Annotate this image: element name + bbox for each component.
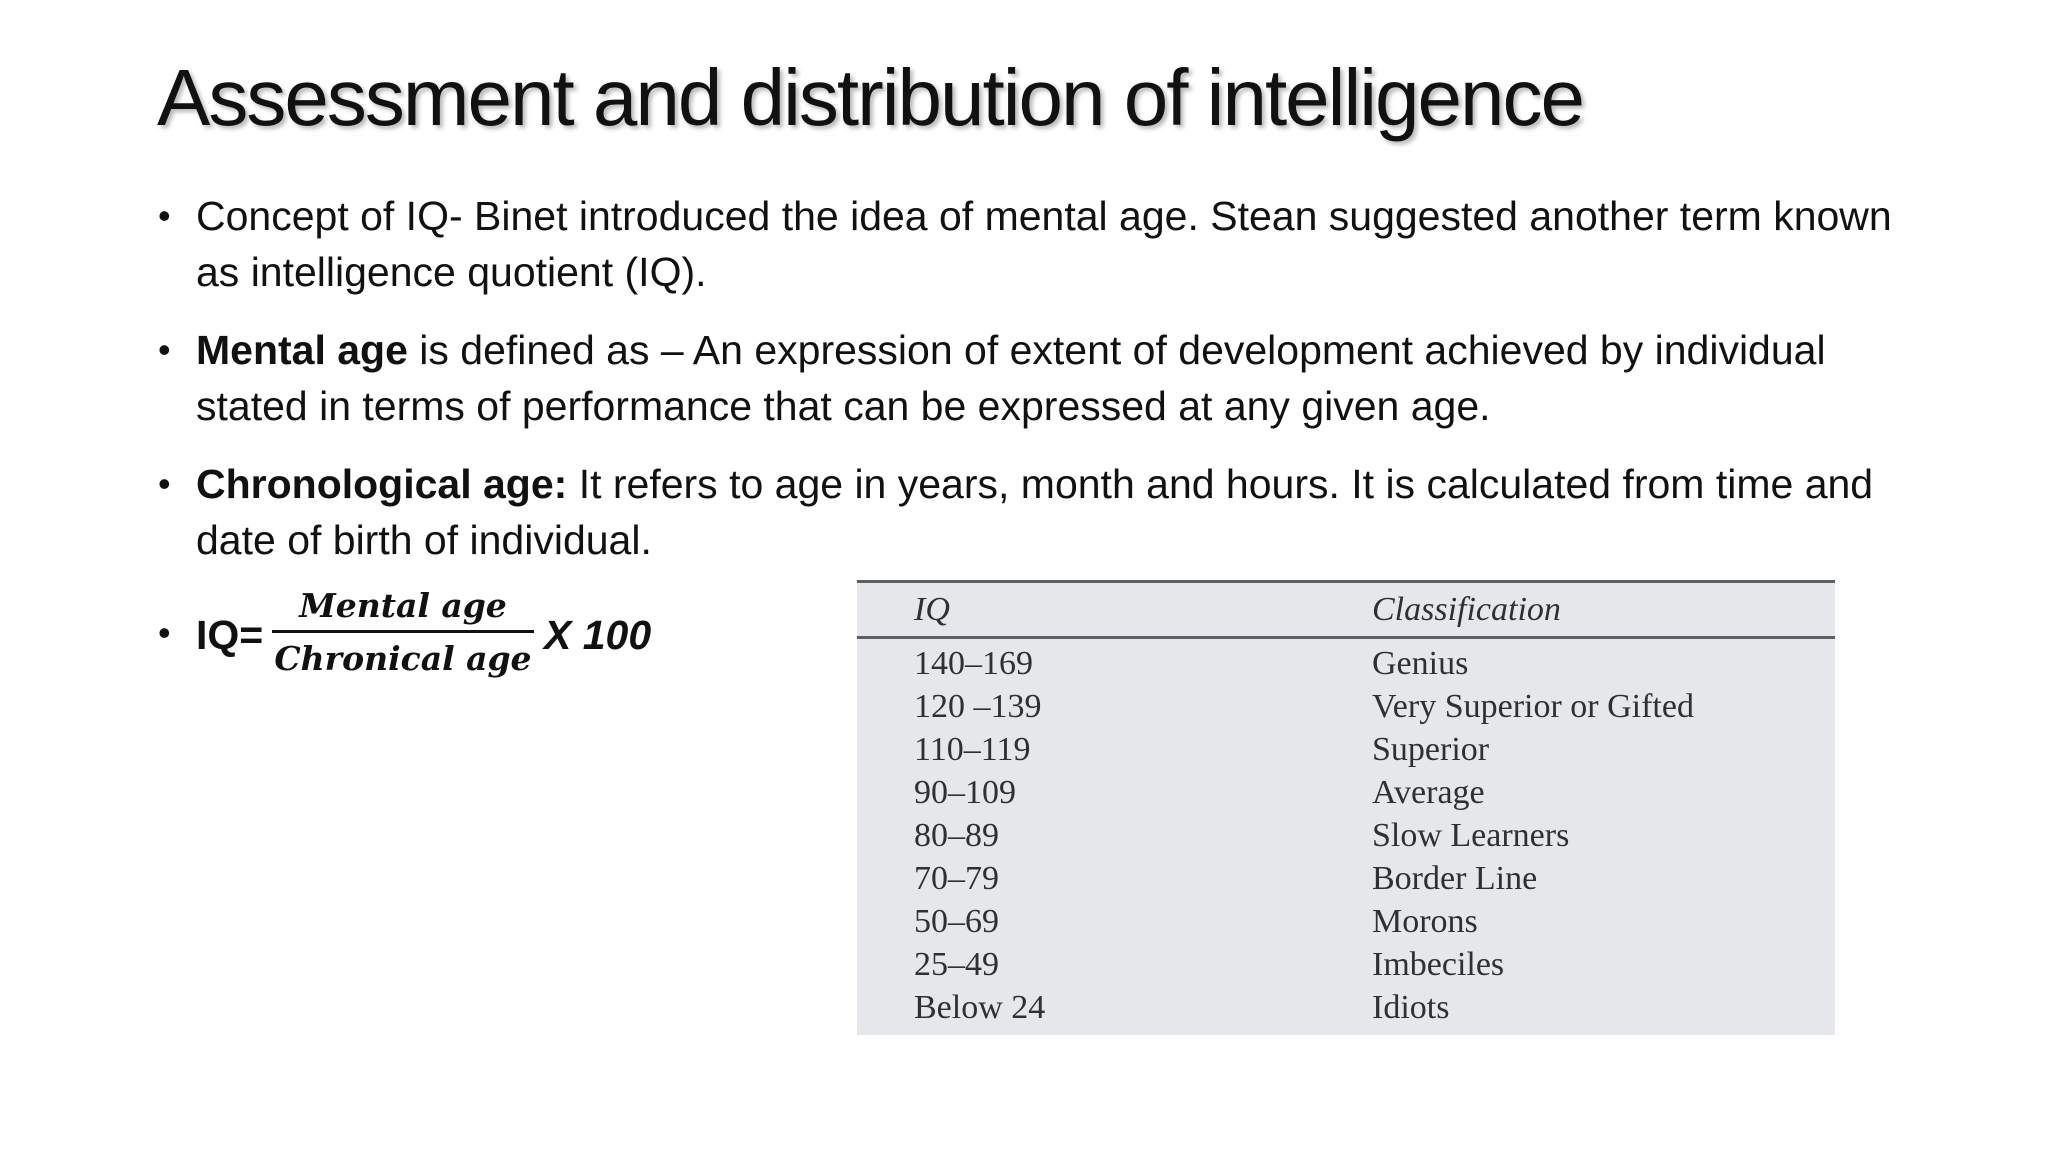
table-row (857, 771, 1835, 814)
bullet-term: Chronological age: (196, 461, 568, 507)
classification: Very Superior or Gifted (1372, 688, 1694, 725)
table-row (857, 814, 1835, 857)
iq-range: Below 24 (914, 989, 1046, 1026)
header-iq: IQ (914, 591, 950, 628)
iq-range: 140–169 (914, 645, 1033, 682)
fraction-bar (272, 630, 534, 633)
bullet-text: Concept of IQ- Binet introduced the idea of mental age. Stean suggested another term known as intelligence quotient (IQ). (196, 193, 1892, 295)
table-row (857, 900, 1835, 943)
formula-fraction (272, 582, 534, 683)
iq-range: 90–109 (914, 774, 1016, 811)
iq-range: 25–49 (914, 946, 999, 983)
iq-range: 50–69 (914, 903, 999, 940)
bullet-mental-age (158, 322, 1918, 434)
formula-numerator: Mental age (299, 586, 507, 625)
classification: Slow Learners (1372, 817, 1570, 854)
iq-range: 110–119 (914, 731, 1031, 768)
formula-label: IQ= (196, 612, 264, 658)
table-top-rule (857, 580, 1835, 583)
table-row (857, 986, 1835, 1029)
classification: Border Line (1372, 860, 1538, 897)
classification: Imbeciles (1372, 946, 1505, 983)
table-row (857, 642, 1835, 685)
classification: Superior (1372, 731, 1490, 768)
formula-denominator: Chronical age (274, 639, 532, 678)
classification: Morons (1372, 903, 1478, 940)
iq-range: 70–79 (914, 860, 999, 897)
bullet-text: is defined as – An expression of extent of development achieved by individual stated in terms of performance that can be expressed at any given age. (196, 327, 1826, 429)
iq-range: 80–89 (914, 817, 999, 854)
bullet-term: Mental age (196, 327, 408, 373)
table-row (857, 943, 1835, 986)
formula-multiplier: X 100 (544, 612, 652, 658)
bullet-text: It refers to age in years, month and hours. It is calculated from time and date of birth of individual. (196, 461, 1874, 563)
slide-title: Assessment and distribution of intelligence (157, 53, 1583, 142)
bullet-dot: • (158, 195, 171, 236)
table-header-rule (857, 636, 1835, 639)
bullet-dot: • (158, 329, 171, 370)
table-row (857, 857, 1835, 900)
table-row (857, 685, 1835, 728)
iq-range: 120 –139 (914, 688, 1042, 725)
bullet-chronological-age (158, 456, 1918, 568)
bullet-iq-concept (158, 188, 1918, 300)
table-row (857, 728, 1835, 771)
classification: Idiots (1372, 989, 1450, 1026)
iq-classification-table (857, 580, 1835, 1035)
bullet-dot: • (158, 612, 171, 653)
header-classification: Classification (1372, 591, 1561, 628)
bullet-dot: • (158, 463, 171, 504)
classification: Average (1372, 774, 1485, 811)
classification: Genius (1372, 645, 1469, 682)
